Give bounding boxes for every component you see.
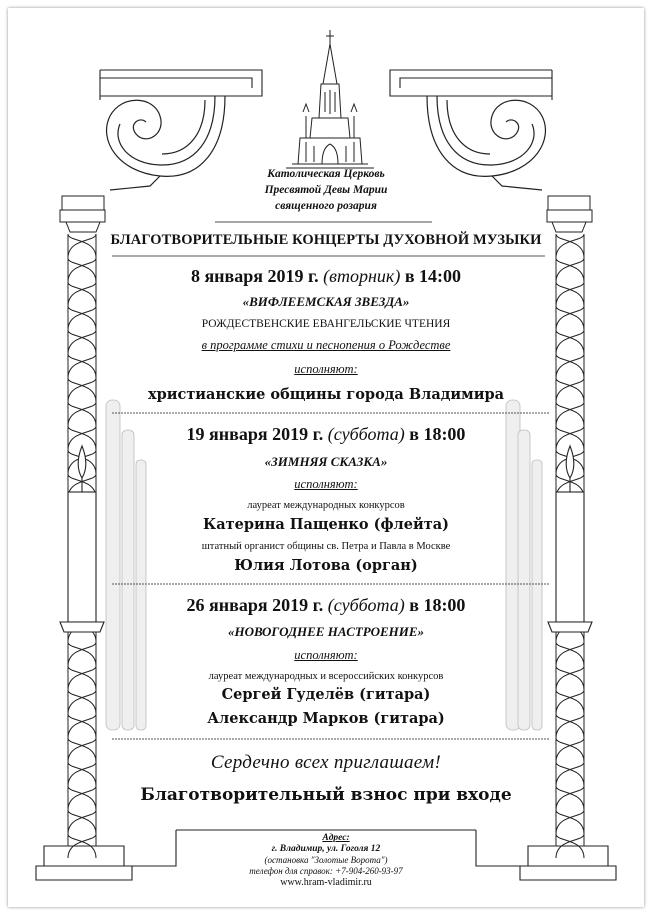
event2-performer2: Юлия Лотова (орган) [234, 557, 418, 574]
event2-date-line [0, 424, 652, 445]
event3-weekday: (суббота) [327, 595, 405, 615]
event1-title: «ВИФЛЕЕМСКАЯ ЗВЕЗДА» [242, 294, 410, 309]
event3-performer1: Сергей Гуделёв (гитара) [221, 686, 431, 703]
event3-date: 26 января 2019 г. [186, 595, 324, 615]
church-name-line1: Католическая Церковь [267, 168, 385, 180]
event2-title: «ЗИМНЯЯ СКАЗКА» [264, 454, 388, 469]
address-street: г. Владимир, ул. Гоголя 12 [271, 844, 381, 854]
event3-time: в 18:00 [409, 595, 466, 615]
address-label: Адрес: [322, 833, 350, 843]
lintel-left-icon [100, 70, 262, 100]
church-name-line2: Пресвятой Девы Марии [264, 184, 388, 196]
event1-time: в 14:00 [404, 266, 462, 286]
address-stop: (остановка "Золотые Ворота") [264, 855, 388, 865]
event1-date: 8 января 2019 г. [190, 266, 319, 286]
event1-program: в программе стихи и песнопения о Рождестве [201, 338, 451, 352]
event1-subtitle: РОЖДЕСТВЕНСКИЕ ЕВАНГЕЛЬСКИЕ ЧТЕНИЯ [201, 318, 451, 330]
event1-performers-label: исполняют: [294, 362, 358, 376]
event3-date-line [0, 595, 652, 616]
church-illustration-icon [286, 30, 374, 168]
event3-performers-label: исполняют: [294, 648, 358, 662]
address-phone: телефон для справок: +7-904-260-93-97 [249, 866, 403, 876]
event1-weekday: (вторник) [323, 266, 401, 286]
event2-weekday: (суббота) [327, 424, 405, 444]
event2-note2: штатный органист общины св. Петра и Павла в Москве [201, 541, 451, 552]
event2-performer1: Катерина Пащенко (флейта) [203, 516, 449, 533]
event2-time: в 18:00 [409, 424, 466, 444]
address-block [0, 833, 652, 888]
charity-fee: Благотворительный взнос при входе [140, 785, 512, 805]
event3-performer2: Александр Марков (гитара) [207, 710, 445, 727]
event3-title: «НОВОГОДНЕЕ НАСТРОЕНИЕ» [227, 624, 425, 639]
church-name [0, 166, 652, 214]
event1-performers: христианские общины города Владимира [147, 386, 505, 403]
event2-date: 19 января 2019 г. [186, 424, 324, 444]
event3-note1: лауреат международных и всероссийских конкурсов [208, 671, 444, 682]
invitation-text: Сердечно всех приглашаем! [210, 752, 442, 773]
event1-date-line [0, 266, 652, 287]
event2-note1: лауреат международных конкурсов [247, 500, 405, 511]
website-link[interactable]: www.hram-vladimir.ru [280, 877, 372, 888]
lintel-right-icon [390, 70, 552, 100]
church-name-line3: священного розария [275, 200, 377, 212]
main-title: БЛАГОТВОРИТЕЛЬНЫЕ КОНЦЕРТЫ ДУХОВНОЙ МУЗЫКИ [110, 232, 542, 248]
event2-performers-label: исполняют: [294, 477, 358, 491]
